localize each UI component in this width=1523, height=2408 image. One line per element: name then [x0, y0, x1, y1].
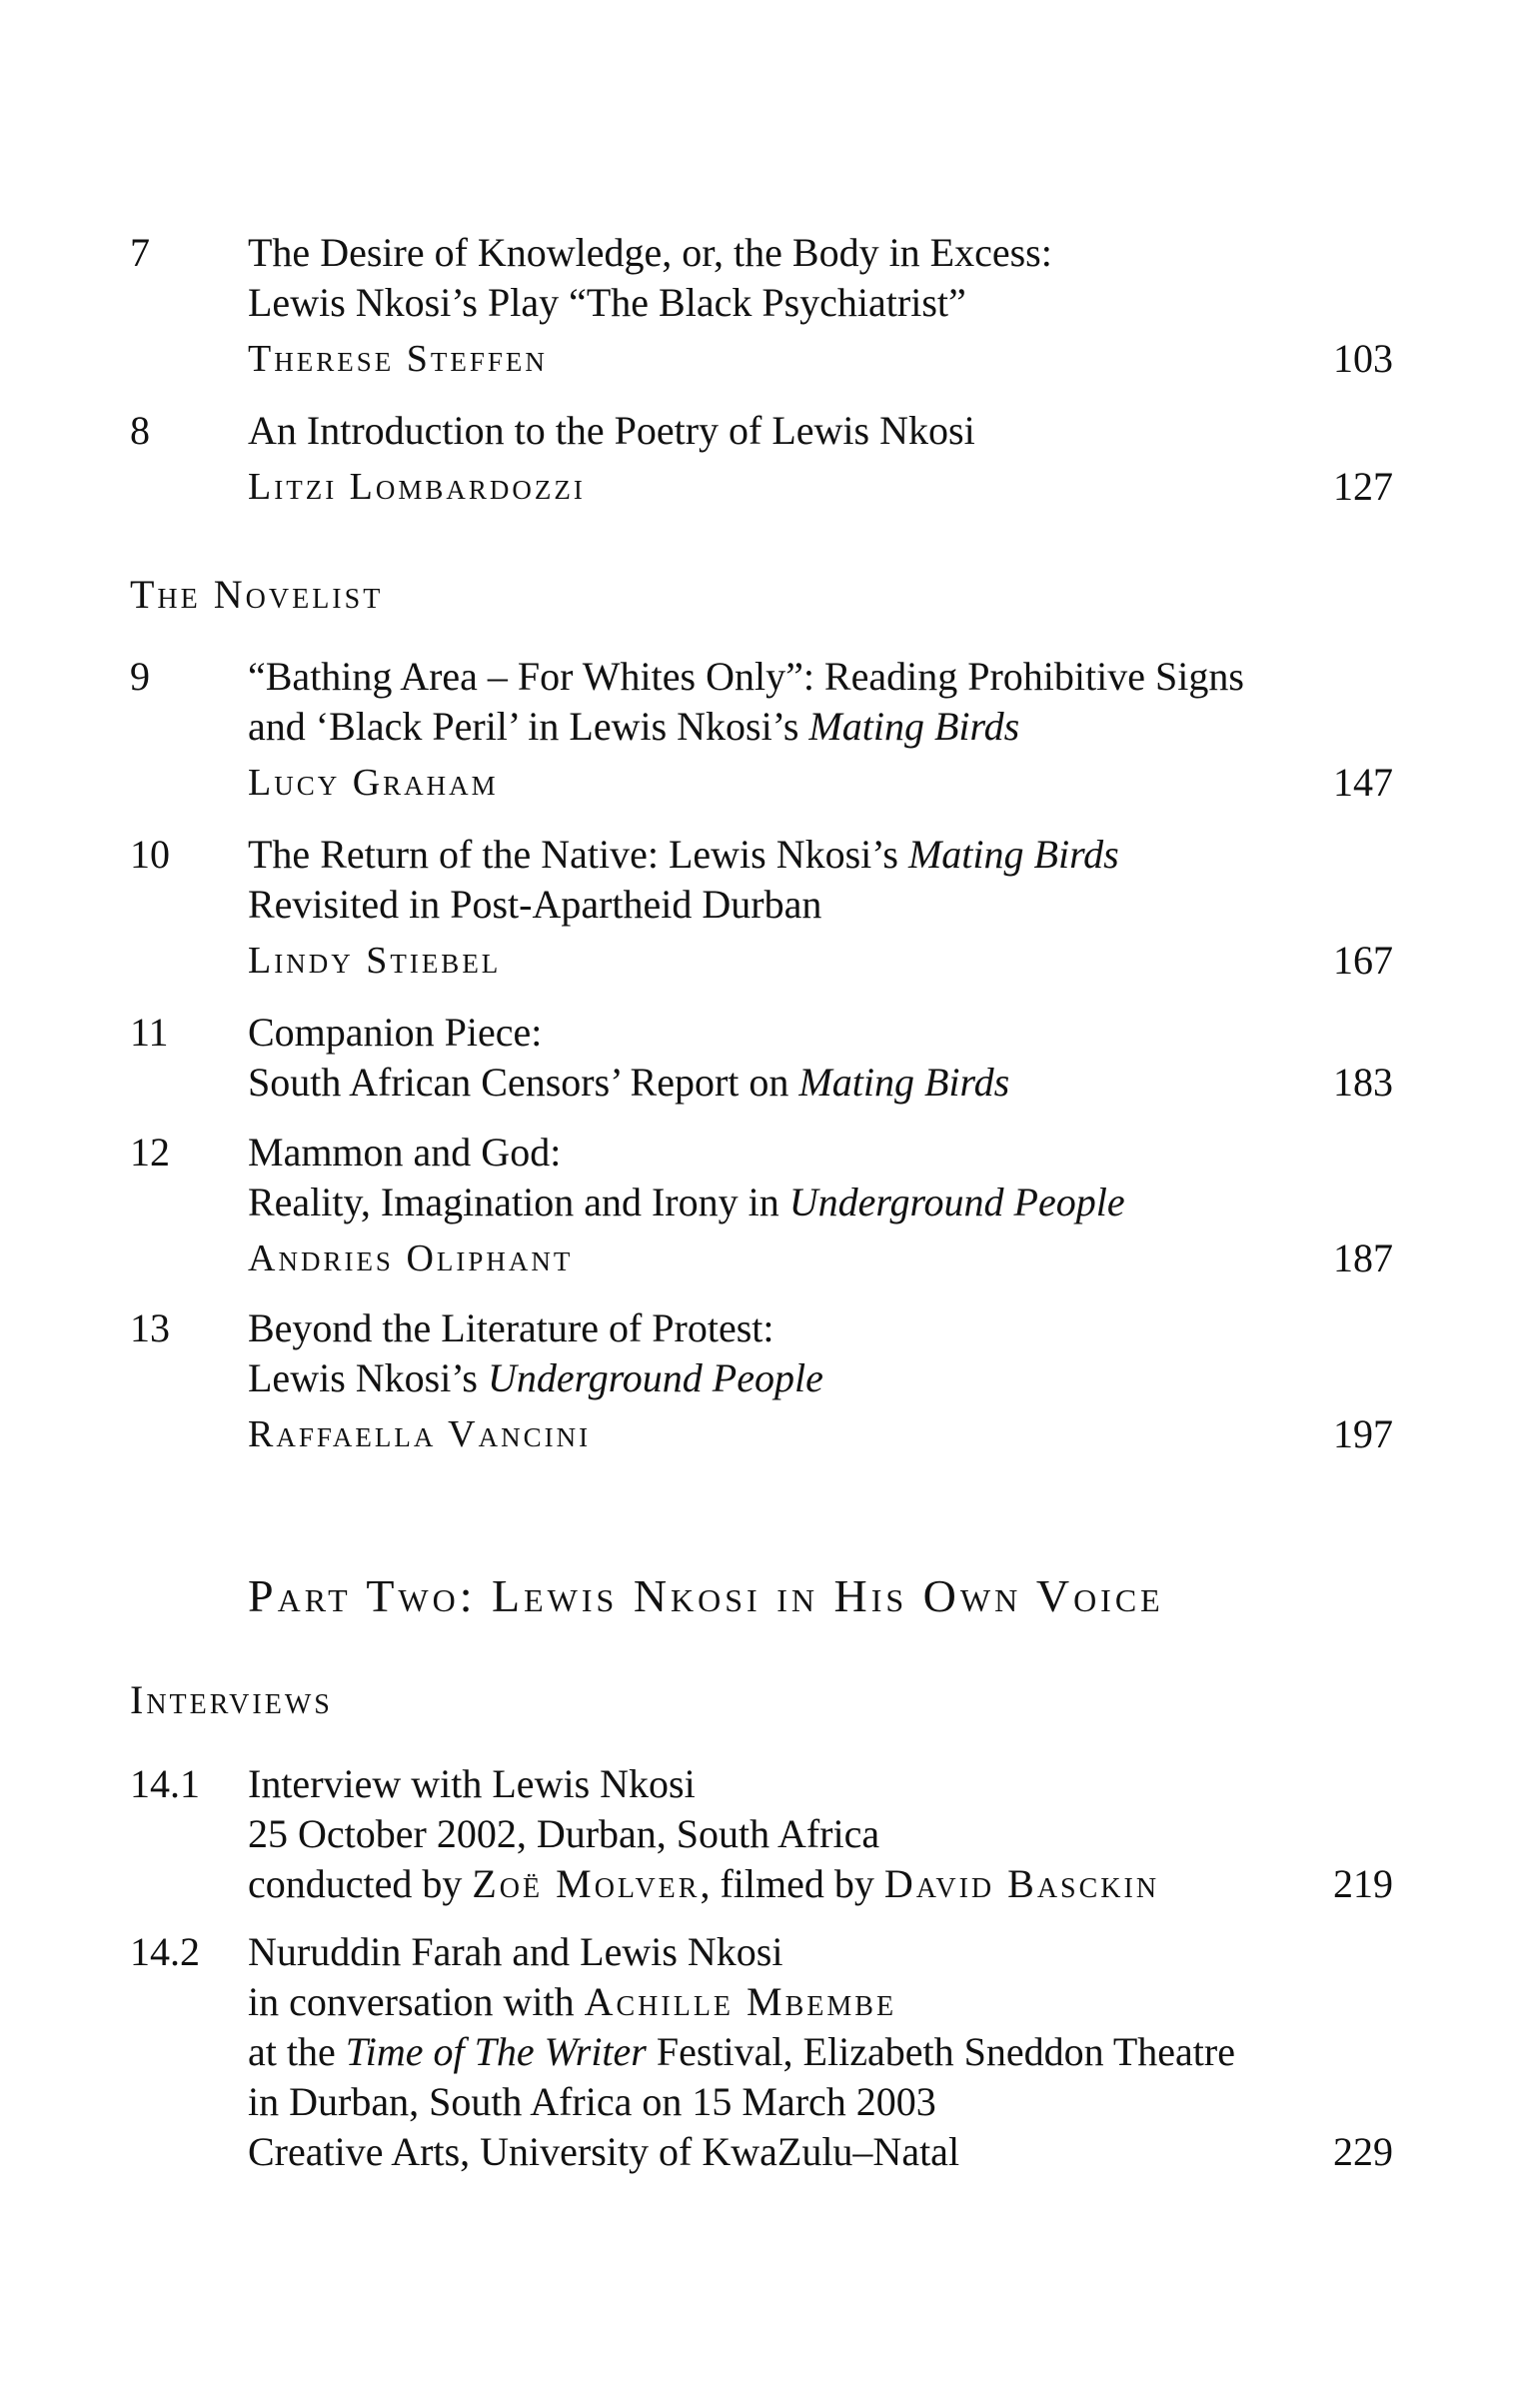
chapter-author: Lindy Stiebel [248, 940, 502, 982]
chapter-title-line [248, 1353, 1393, 1403]
entry-text: conducted by [248, 1861, 473, 1906]
entry-line [248, 1859, 1393, 1909]
entry-line: 25 October 2002, Durban, South Africa [248, 1811, 880, 1856]
page-number: 229 [1333, 2129, 1393, 2174]
chapter-author: Therese Steffen [248, 338, 548, 380]
entry-line [248, 1977, 1393, 2027]
title-text: The Return of the Native: Lewis Nkosi’s [248, 832, 908, 877]
moderator-name: Achille Mbembe [584, 1979, 897, 2024]
chapter-number: 14.2 [130, 1929, 200, 1974]
chapter-title-line: “Bathing Area – For Whites Only”: Reading Prohibitive Signs [248, 654, 1244, 699]
chapter-author: Andries Oliphant [248, 1237, 574, 1279]
entry-line: in Durban, South Africa on 15 March 2003 [248, 2079, 936, 2124]
chapter-number: 8 [130, 408, 150, 453]
chapter-title-line: Mammon and God: [248, 1130, 562, 1175]
title-italic: Mating Birds [907, 832, 1119, 877]
interviewer-name: Zoë Molver [472, 1861, 701, 1906]
title-text: Reality, Imagination and Irony in [248, 1180, 789, 1224]
entry-text: , filmed by [700, 1861, 884, 1906]
chapter-title-line: The Desire of Knowledge, or, the Body in Excess: [248, 230, 1052, 275]
chapter-title-line: Revisited in Post-Apartheid Durban [248, 882, 822, 927]
chapter-title-line: An Introduction to the Poetry of Lewis Nkosi [248, 408, 975, 453]
page-number: 147 [1333, 760, 1393, 805]
chapter-author: Lucy Graham [248, 762, 499, 804]
chapter-title-line [248, 1178, 1393, 1227]
festival-name: Time of The Writer [345, 2029, 647, 2074]
entry-line: Nuruddin Farah and Lewis Nkosi [248, 1929, 783, 1974]
chapter-number: 9 [130, 654, 150, 699]
chapter-title-line: Beyond the Literature of Protest: [248, 1305, 774, 1350]
title-text: Lewis Nkosi’s [248, 1355, 488, 1400]
title-italic: Mating Birds [798, 1060, 1010, 1105]
section-heading-novelist: The Novelist [130, 572, 384, 617]
title-italic: Underground People [488, 1355, 823, 1400]
entry-text: at the [248, 2029, 346, 2074]
chapter-title-line [248, 702, 1393, 752]
title-text: South African Censors’ Report on [248, 1060, 799, 1105]
chapter-title-line: Companion Piece: [248, 1010, 543, 1055]
title-italic: Mating Birds [808, 704, 1020, 749]
title-text: and ‘Black Peril’ in Lewis Nkosi’s [248, 704, 809, 749]
chapter-number: 7 [130, 230, 150, 275]
chapter-number: 10 [130, 832, 170, 877]
chapter-title-line [248, 1058, 1393, 1108]
chapter-title-line [248, 830, 1393, 880]
entry-line: Creative Arts, University of KwaZulu–Natal [248, 2129, 960, 2174]
page-number: 167 [1333, 938, 1393, 983]
title-italic: Underground People [788, 1180, 1125, 1224]
page-number: 197 [1333, 1411, 1393, 1456]
chapter-title-line: Lewis Nkosi’s Play “The Black Psychiatrist” [248, 280, 966, 325]
entry-line [248, 2027, 1393, 2077]
chapter-number: 13 [130, 1305, 170, 1350]
page-number: 219 [1333, 1861, 1393, 1906]
entry-text: in conversation with [248, 1979, 585, 2024]
page-number: 187 [1333, 1235, 1393, 1280]
chapter-number: 14.1 [130, 1761, 200, 1806]
entry-text: Festival, Elizabeth Sneddon Theatre [646, 2029, 1235, 2074]
filmmaker-name: David Basckin [883, 1861, 1160, 1906]
page-number: 103 [1333, 336, 1393, 381]
part-heading: Part Two: Lewis Nkosi in His Own Voice [248, 1570, 1164, 1621]
chapter-number: 12 [130, 1130, 170, 1175]
entry-line: Interview with Lewis Nkosi [248, 1761, 696, 1806]
chapter-author: Raffaella Vancini [248, 1413, 592, 1455]
page-number: 127 [1333, 464, 1393, 509]
chapter-number: 11 [130, 1010, 169, 1055]
page-number: 183 [1333, 1060, 1393, 1105]
chapter-author: Litzi Lombardozzi [248, 466, 586, 508]
section-heading-interviews: Interviews [130, 1677, 333, 1722]
